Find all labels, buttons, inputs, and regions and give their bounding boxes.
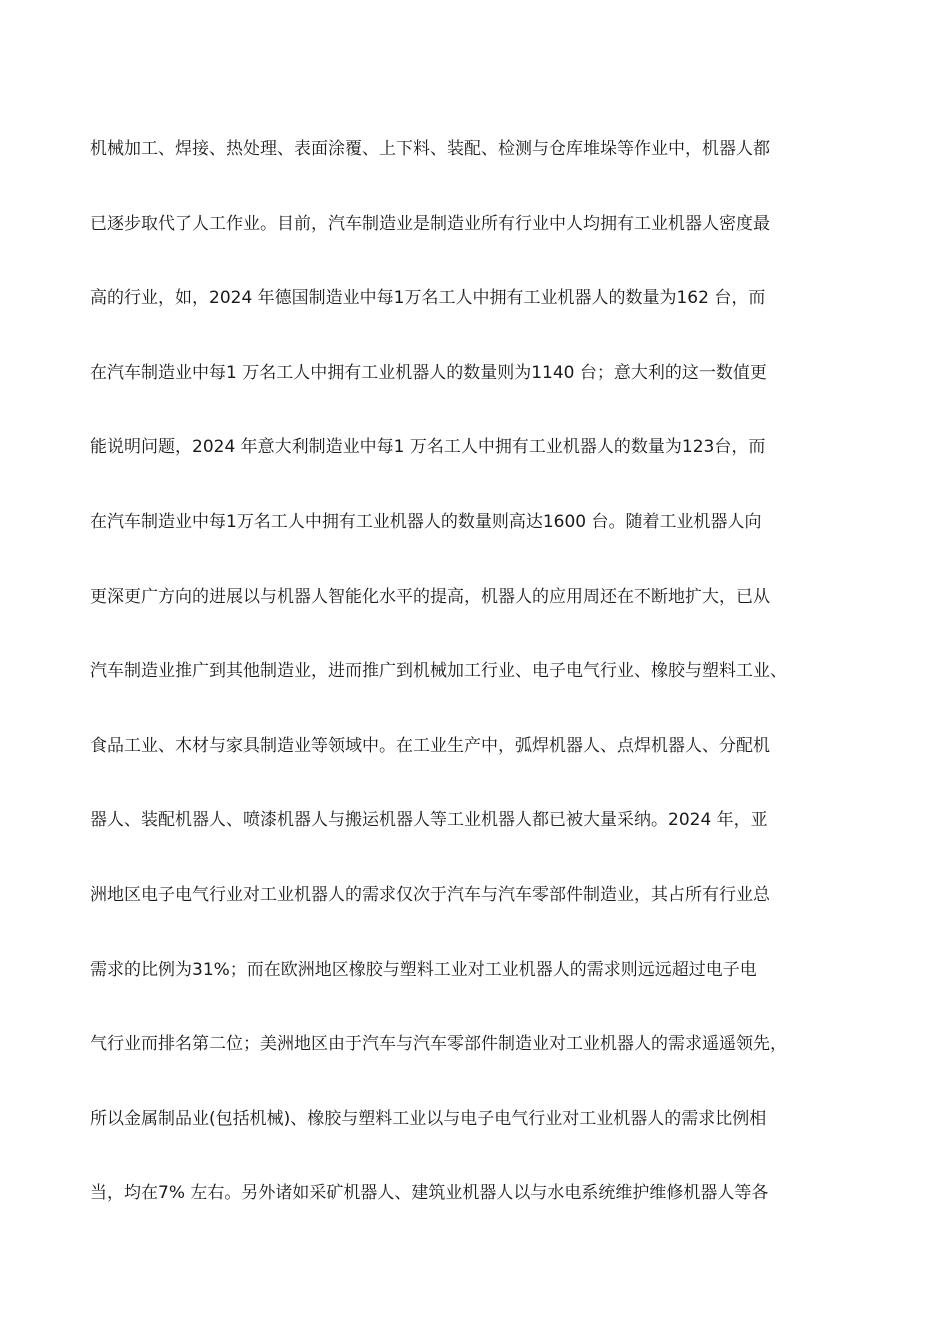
text-line: 所以金属制品业(包括机械)、橡胶与塑料工业以与电子电气行业对工业机器人的需求比例相 (90, 1108, 767, 1129)
text-line: 在汽车制造业中每1万名工人中拥有工业机器人的数量则高达1600 台。随着工业机器人向 (90, 511, 762, 532)
text-line: 更深更广方向的进展以与机器人智能化水平的提高，机器人的应用周还在不断地扩大，已从 (90, 586, 770, 607)
text-line: 当，均在7% 左右。另外诸如采矿机器人、建筑业机器人以与水电系统维护维修机器人等各 (90, 1183, 769, 1204)
text-line: 高的行业，如，2024 年德国制造业中每1万名工人中拥有工业机器人的数量为162 台，而 (90, 288, 766, 309)
text-line: 已逐步取代了人工作业。目前，汽车制造业是制造业所有行业中人均拥有工业机器人密度最 (90, 213, 770, 234)
text-line: 气行业而排名第二位；美洲地区由于汽车与汽车零部件制造业对工业机器人的需求遥遥领先， (90, 1034, 787, 1055)
text-line: 在汽车制造业中每1 万名工人中拥有工业机器人的数量则为1140 台；意大利的这一数值更 (90, 362, 767, 383)
text-line: 机械加工、焊接、热处理、表面涂覆、上下料、装配、检测与仓库堆垛等作业中，机器人都 (90, 139, 770, 159)
text-line: 食品工业、木材与家具制造业等领域中。在工业生产中，弧焊机器人、点焊机器人、分配机 (90, 735, 770, 756)
body-paragraph (90, 132, 880, 1251)
text-line: 器人、装配机器人、喷漆机器人与搬运机器人等工业机器人都已被大量采纳。2024 年，亚 (90, 810, 768, 831)
text-line: 汽车制造业推广到其他制造业，进而推广到机械加工行业、电子电气行业、橡胶与塑料工业、 (90, 661, 787, 682)
text-line: 洲地区电子电气行业对工业机器人的需求仅次于汽车与汽车零部件制造业，其占所有行业总 (90, 884, 770, 905)
text-line: 能说明问题，2024 年意大利制造业中每1 万名工人中拥有工业机器人的数量为123台，而 (90, 437, 766, 458)
text-line: 需求的比例为31%；而在欧洲地区橡胶与塑料工业对工业机器人的需求则远远超过电子电 (90, 959, 757, 980)
